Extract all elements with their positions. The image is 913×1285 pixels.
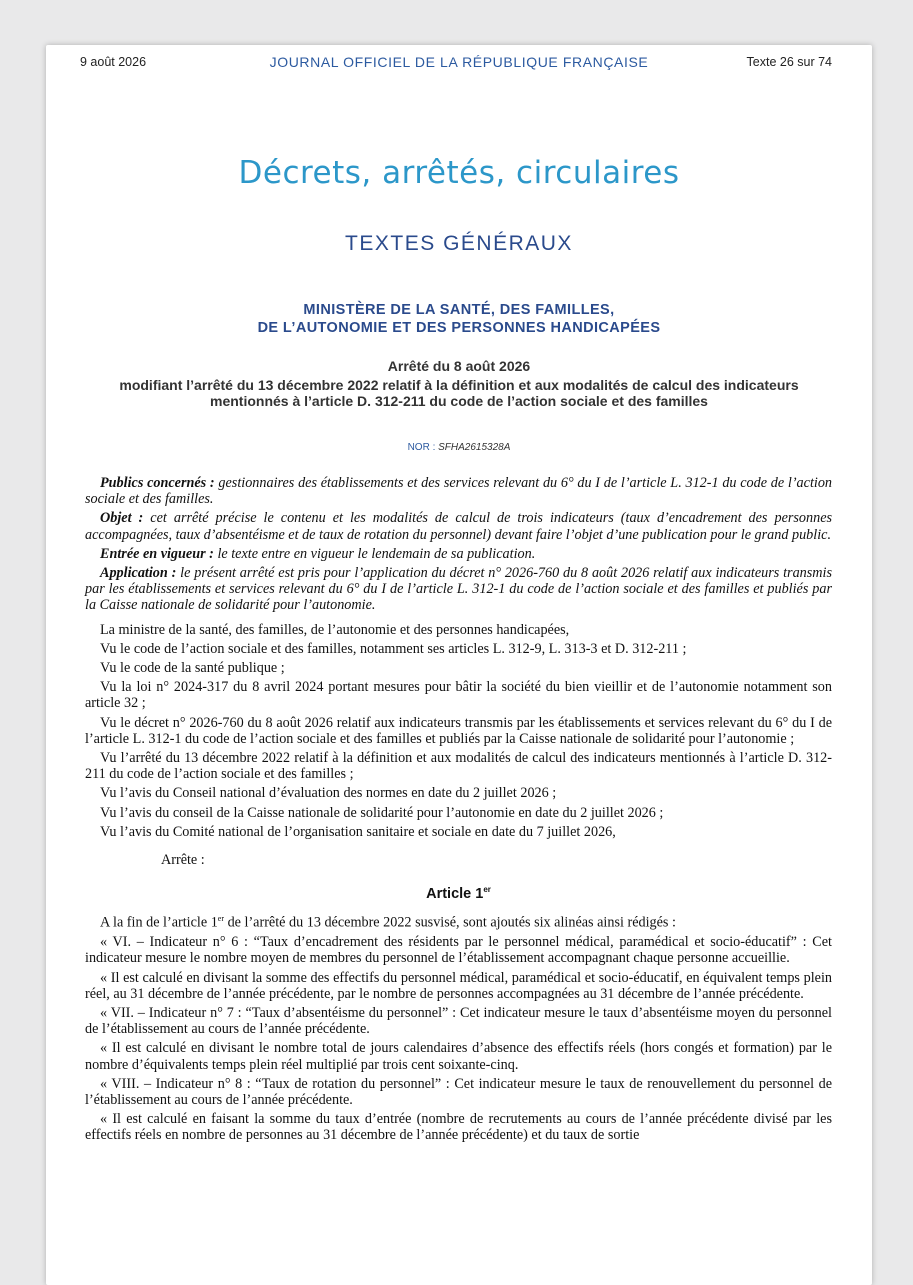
article-title-sup: er (483, 885, 491, 895)
notice-item (85, 510, 832, 542)
nor-value: SFHA2615328A (438, 442, 511, 453)
rubrique-title: Décrets, arrêtés, circulaires (238, 155, 680, 191)
article-intro-sup: er (217, 914, 225, 924)
article-body (85, 911, 832, 1143)
visa-item: Vu le code de la santé publique ; (100, 660, 285, 677)
notice-text: cet arrêté précise le contenu et les modalités de calcul de trois indicateurs (taux d’encadrement des personnes accompagnées, taux d’absentéisme et de taux de rotation du personnel) devant faire l’objet d’une publication pour le grand public. (85, 510, 833, 543)
article-paragraph: « VIII. – Indicateur n° 8 : “Taux de rotation du personnel” : Cet indicateur mesure le taux de renouvellement du personnel de l’établissement au cours de l’année précédente. (85, 1075, 832, 1109)
publication-date: 9 août 2026 (80, 55, 147, 69)
visa-item: Vu l’arrêté du 13 décembre 2022 relatif à la définition et aux modalités de calcul des indicateurs mentionnés à l’article D. 312-211 du code de l’action sociale et des familles ; (85, 750, 832, 783)
document-page (46, 45, 872, 1285)
notice-label: Objet : (100, 510, 144, 527)
nor-reference (46, 442, 872, 453)
section-title: TEXTES GÉNÉRAUX (345, 232, 573, 255)
document-body (85, 475, 832, 1147)
article-paragraph: « VI. – Indicateur n° 6 : “Taux d’encadrement des résidents par le personnel médical, paramédical et socio-éducatif” : Cet indicateur mesure le nombre moyen de membres du personnel de l’établissement accompagnant chaque personne accueillie. (85, 934, 832, 967)
article-title-text: Article 1 (426, 886, 484, 903)
ministry-line-2: DE L’AUTONOMIE ET DES PERSONNES HANDICAPÉES (257, 320, 661, 336)
journal-title: JOURNAL OFFICIEL DE LA RÉPUBLIQUE FRANÇAISE (269, 54, 649, 70)
arrete-subject: modifiant l’arrêté du 13 décembre 2022 relatif à la définition et aux modalités de calcul des indicateurs mentionnés à l’article D. 312-211 du code de l’action sociale et des familles (119, 376, 799, 409)
article-paragraph: « Il est calculé en faisant la somme du taux d’entrée (nombre de recrutements au cours de l’année précédente divisé par les effectifs réels en nombre de personnes au 31 décembre de l’année précédente) et du taux de sortie (85, 1111, 832, 1144)
arrete-title (116, 358, 802, 410)
notice-label: Application : (100, 565, 177, 582)
visa-item: Vu la loi n° 2024-317 du 8 avril 2024 portant mesures pour bâtir la société du bien vieillir et de l’autonomie notamment son article 32 ; (85, 679, 832, 712)
notice-text: gestionnaires des établissements et des services relevant du 6° du I de l’article L. 312-1 du code de l’action sociale et des familles. (85, 475, 833, 508)
arrete-label: Arrête : (161, 852, 205, 869)
notice-summary (85, 475, 832, 614)
article-paragraph: « Il est calculé en divisant la somme des effectifs du personnel médical, paramédical et socio-éducatif, en équivalent temps plein réel, au 31 décembre de l’année précédente, par le nombre de personnes accompagnées au 31 décembre de l’année précédente. (85, 969, 832, 1002)
visas (85, 622, 832, 840)
nor-label: NOR : (407, 442, 436, 453)
text-number: Texte 26 sur 74 (746, 55, 832, 69)
ministry-line-1: MINISTÈRE DE LA SANTÉ, DES FAMILLES, (303, 302, 615, 318)
visa-item: Vu le code de l’action sociale et des familles, notamment ses articles L. 312-9, L. 313-3 et D. 312-211 ; (100, 640, 687, 657)
article-title (85, 882, 832, 902)
article-intro (85, 911, 832, 931)
notice-label: Entrée en vigueur : (100, 545, 214, 562)
visa-item: Vu l’avis du conseil de la Caisse nationale de solidarité pour l’autonomie en date du 2 juillet 2026 ; (100, 804, 664, 821)
notice-text: le texte entre en vigueur le lendemain de sa publication. (217, 545, 536, 562)
article-paragraph: « Il est calculé en divisant le nombre total de jours calendaires d’absence des effectifs réels (hors congés et formation) par le nombre d’équivalents temps plein réel multiplié par trois cent soixante-cinq. (85, 1040, 832, 1073)
visa-item: Vu l’avis du Conseil national d’évaluation des normes en date du 2 juillet 2026 ; (100, 785, 557, 802)
article-intro-a: A la fin de l’article 1 (100, 915, 218, 932)
notice-item (85, 565, 832, 614)
visa-item: Vu l’avis du Comité national de l’organisation sanitaire et sociale en date du 7 juillet 2026, (100, 823, 616, 840)
article-paragraph: « VII. – Indicateur n° 7 : “Taux d’absentéisme du personnel” : Cet indicateur mesure le taux d’absentéisme moyen du personnel de l’établissement au cours de l’année précédente. (85, 1005, 832, 1038)
visa-item: La ministre de la santé, des familles, de l’autonomie et des personnes handicapées, (100, 621, 570, 638)
visa-item: Vu le décret n° 2026-760 du 8 août 2026 relatif aux indicateurs transmis par les établissements et services relevant du 6° du I de l’article L. 312-1 du code de l’action sociale et des familles et publiés par la Caisse nationale de solidarité pour l’autonomie ; (85, 714, 832, 747)
ministry-name (46, 301, 872, 337)
notice-item (85, 546, 832, 562)
notice-label: Publics concernés : (100, 475, 215, 491)
notice-text: le présent arrêté est pris pour l’application du décret n° 2026-760 du 8 août 2026 relatif aux indicateurs transmis par les établissements et services relevant du 6° du I de l’article L. 312-1 du code de l’action sociale et des familles et publiés par la Caisse nationale de solidarité pour l’autonomie. (85, 565, 832, 614)
article-intro-b: de l’arrêté du 13 décembre 2022 susvisé, sont ajoutés six alinéas ainsi rédigés : (224, 915, 676, 932)
notice-item (85, 475, 832, 507)
page-header (46, 54, 872, 74)
arrete-date: Arrêté du 8 août 2026 (387, 358, 531, 374)
